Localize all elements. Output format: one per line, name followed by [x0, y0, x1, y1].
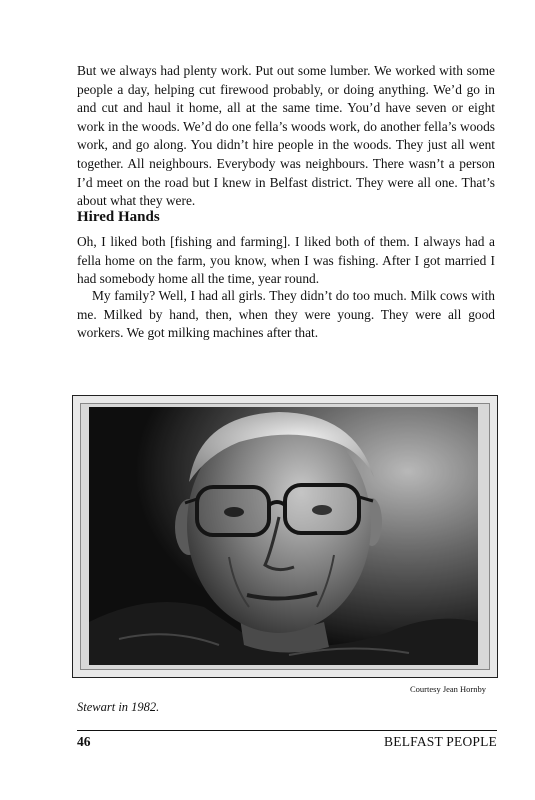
portrait-photo: [89, 407, 478, 665]
running-head: BELFAST PEOPLE: [384, 734, 497, 749]
section-heading: Hired Hands: [77, 209, 160, 225]
page-number: 46: [77, 734, 91, 749]
body-paragraph-3: My family? Well, I had all girls. They didn’t do too much. Milk cows with me. Milked by hand, then, when they were young. They were all good workers. We got milking machines after that.: [77, 288, 495, 341]
footer-rule: [77, 730, 497, 731]
photo-credit: Courtesy Jean Hornby: [410, 684, 487, 694]
body-paragraph-2: Oh, I liked both [fishing and farming]. I liked both of them. I always had a fella home on the farm, you know, when I was fishing. After I got married I had somebody home all the time, year round.: [77, 234, 495, 287]
body-paragraph-1: But we always had plenty work. Put out some lumber. We worked with some people a day, helping cut firewood probably, or doing anything. We’d go in and cut and haul it home, all at the same time. You’d have seven or eight work in the woods. We’d do one fella’s woods work, do another fella’s woods work, and go along. You didn’t hire people in the woods. They just all went together. All neighbours. Everybody was neighbours. There wasn’t a person I’d meet on the road but I knew in Belfast district. They were all one. That’s about what they were.: [77, 63, 495, 209]
portrait-illustration: [89, 407, 478, 665]
photo-caption: Stewart in 1982.: [77, 700, 160, 714]
